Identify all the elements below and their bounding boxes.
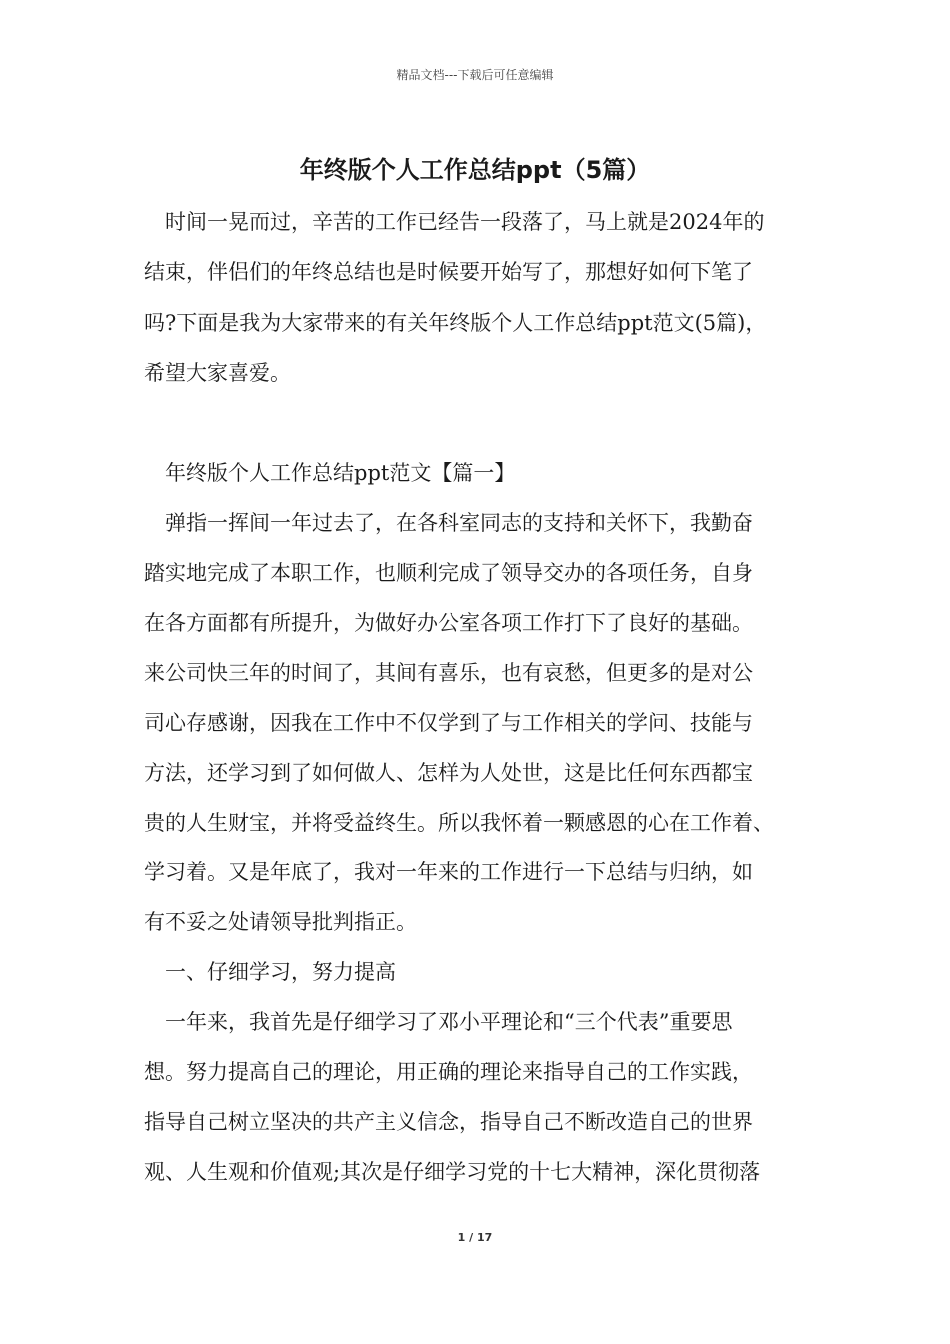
page-number: 1 / 17 <box>457 1231 493 1244</box>
page-header: 精品文档---下载后可任意编辑 <box>396 68 554 82</box>
text-line: 希望大家喜爱。 <box>144 361 291 385</box>
text-line: 一年来，我首先是仔细学习了邓小平理论和“三个代表”重要思 <box>165 1010 733 1034</box>
text-line: 踏实地完成了本职工作，也顺利完成了领导交办的各项任务，自身 <box>144 561 753 585</box>
text-line: 观、人生观和价值观;其次是仔细学习党的十七大精神，深化贯彻落 <box>144 1160 761 1184</box>
document-title: 年终版个人工作总结ppt（5篇） <box>299 156 651 184</box>
text-line: 贵的人生财宝，并将受益终生。所以我怀着一颗感恩的心在工作着、 <box>144 811 774 835</box>
text-line: 司心存感谢，因我在工作中不仅学到了与工作相关的学问、技能与 <box>144 711 753 735</box>
text-line: 想。努力提高自己的理论，用正确的理论来指导自己的工作实践， <box>144 1060 753 1084</box>
text-line: 有不妥之处请领导批判指正。 <box>144 910 417 934</box>
text-line: 在各方面都有所提升，为做好办公室各项工作打下了良好的基础。 <box>144 611 753 635</box>
text-line: 学习着。又是年底了，我对一年来的工作进行一下总结与归纳，如 <box>144 860 753 884</box>
subheading: 一、仔细学习，努力提高 <box>165 960 396 984</box>
text-line: 方法，还学习到了如何做人、怎样为人处世，这是比任何东西都宝 <box>144 761 753 785</box>
text-line: 时间一晃而过，辛苦的工作已经告一段落了，马上就是2024年的 <box>165 210 765 234</box>
text-line: 来公司快三年的时间了，其间有喜乐，也有哀愁，但更多的是对公 <box>144 661 753 685</box>
text-line: 指导自己树立坚决的共产主义信念，指导自己不断改造自己的世界 <box>144 1110 753 1134</box>
text-line: 吗?下面是我为大家带来的有关年终版个人工作总结ppt范文(5篇)， <box>144 311 767 335</box>
text-line: 结束，伴侣们的年终总结也是时候要开始写了，那想好如何下笔了 <box>144 260 753 284</box>
section-heading: 年终版个人工作总结ppt范文【篇一】 <box>165 461 516 485</box>
text-line: 弹指一挥间一年过去了，在各科室同志的支持和关怀下，我勤奋 <box>165 511 753 535</box>
